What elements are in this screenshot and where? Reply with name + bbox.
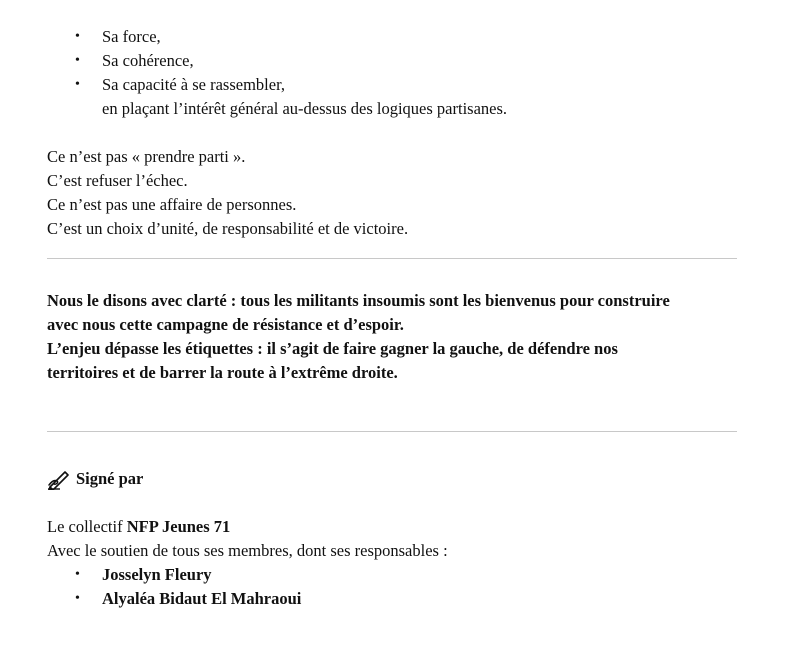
responsable-name: Alyaléa Bidaut El Mahraoui <box>102 589 302 608</box>
list-item <box>47 25 737 49</box>
signed-heading <box>47 467 737 491</box>
qualities-list <box>47 25 737 121</box>
statement-paragraph <box>47 289 737 385</box>
paragraph-line: Ce n’est pas « prendre parti ». <box>47 147 246 166</box>
paragraph-line: Ce n’est pas une affaire de personnes. <box>47 195 297 214</box>
bullet: • <box>75 77 80 92</box>
bullet: • <box>75 567 80 582</box>
signed-label: Signé par <box>76 469 144 488</box>
list-item <box>47 73 737 121</box>
statement-line: territoires et de barrer la route à l’extrême droite. <box>47 363 398 382</box>
statement-line: avec nous cette campagne de résistance et d’espoir. <box>47 315 404 334</box>
list-item-text: Sa cohérence, <box>102 51 194 70</box>
list-item-text: Sa force, <box>102 27 161 46</box>
list-item <box>47 563 737 587</box>
list-item-text: Sa capacité à se rassembler, <box>102 75 286 94</box>
support-line: Avec le soutien de tous ses membres, dont ses responsables : <box>47 541 448 560</box>
collective-prefix: Le collectif <box>47 517 127 536</box>
statement-line: Nous le disons avec clarté : tous les militants insoumis sont les bienvenus pour construire <box>47 291 670 310</box>
bullet: • <box>75 591 80 606</box>
list-item <box>47 49 737 73</box>
writing-hand-icon <box>47 468 71 490</box>
paragraph-line: C’est refuser l’échec. <box>47 171 188 190</box>
responsables-list <box>47 563 737 611</box>
responsable-name: Josselyn Fleury <box>102 565 212 584</box>
list-item-continuation: en plaçant l’intérêt général au-dessus des logiques partisanes. <box>102 99 508 118</box>
signature-block <box>47 515 737 563</box>
collective-name: NFP Jeunes 71 <box>126 517 231 536</box>
paragraph-line: C’est un choix d’unité, de responsabilité et de victoire. <box>47 219 409 238</box>
list-item <box>47 587 737 611</box>
bullet: • <box>75 29 80 44</box>
bullet: • <box>75 53 80 68</box>
statement-line: L’enjeu dépasse les étiquettes : il s’agit de faire gagner la gauche, de défendre nos <box>47 339 618 358</box>
position-paragraph <box>47 145 737 241</box>
document-body <box>47 25 737 611</box>
collective-line <box>47 515 737 539</box>
